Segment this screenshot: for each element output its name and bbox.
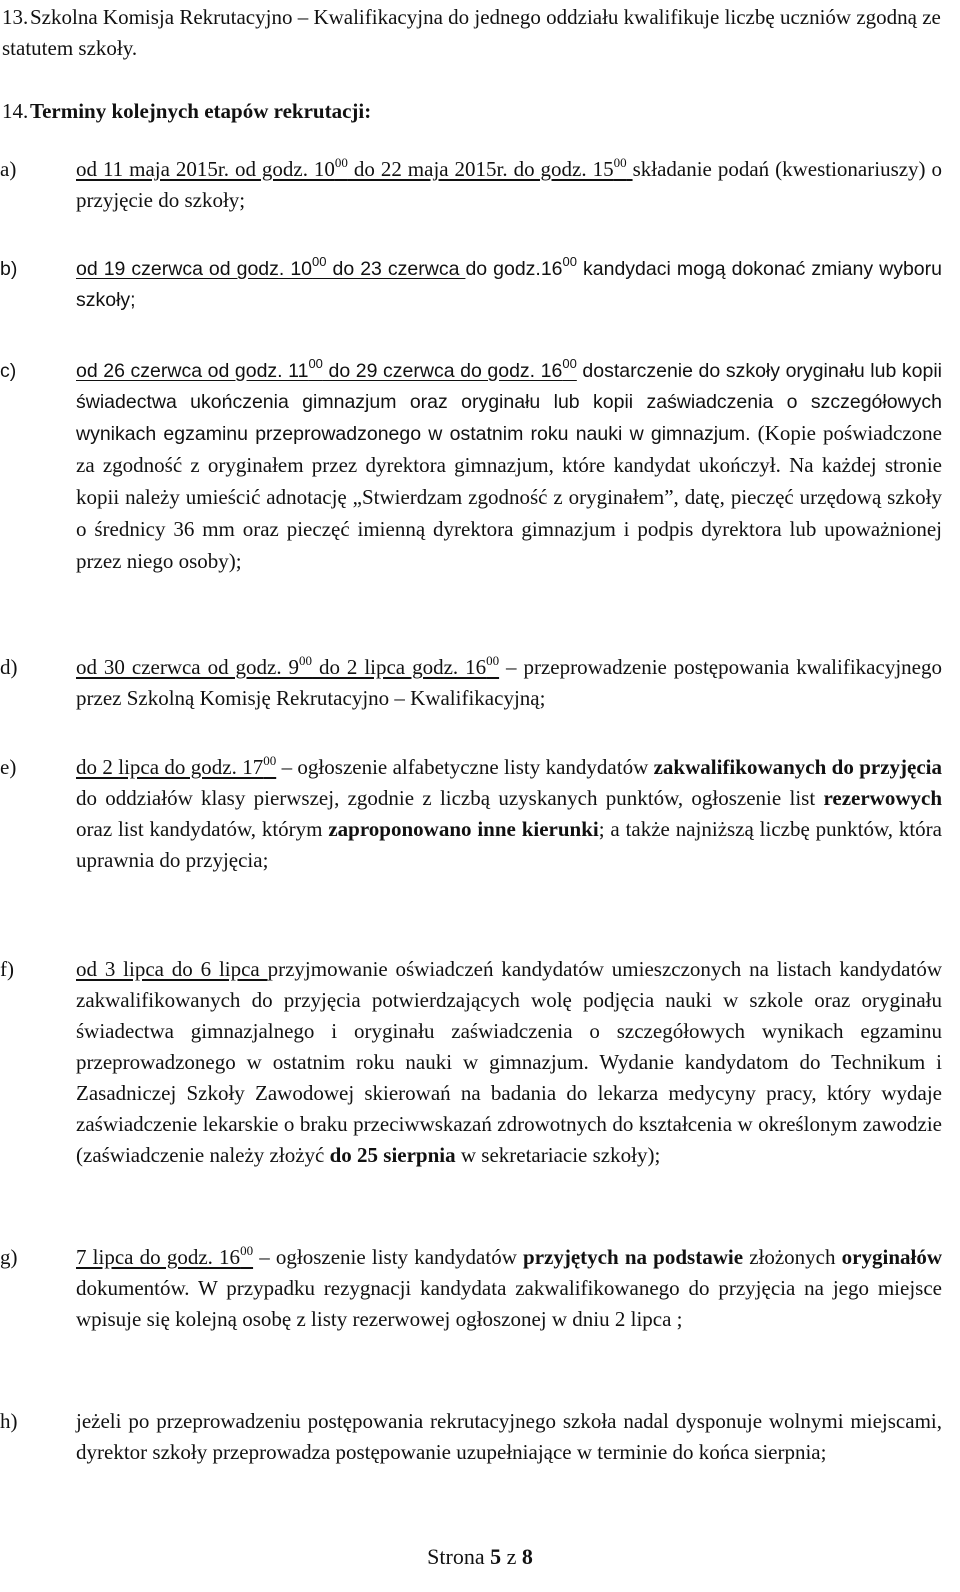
list-item-b bbox=[0, 254, 942, 316]
item-label: g) bbox=[0, 1245, 18, 1269]
item-text: od 26 czerwca od godz. $11^{00}$ do 29 czerwca do godz. $16^{00}$ dostarczenie do szkoły oryginału lub kopii świadectwa ukończenia gimnazjum oraz oryginału lub kopii zaświadczenia o szczegółowych wynikach egzaminu przeprowadzonego w ostatnim roku nauki w gimnazjum. (Kopie poświadczone za zgodność z oryginałem przez dyrektora gimnazjum, które kandydat ukończył. Na każdej stronie kopii należy umieścić adnotację „Stwierdzam zgodność z oryginałem”, datę, pieczęć urzędową szkoły o średnicy 36 mm oraz pieczęć imienną dyrektora gimnazjum i podpis dyrektora lub upoważnionej przez niego osoby); bbox=[76, 356, 942, 573]
date-range: od 3 lipca do 6 lipca bbox=[76, 957, 268, 981]
item-label: b) bbox=[0, 258, 18, 280]
item-label: e) bbox=[0, 755, 17, 779]
item-text: od 19 czerwca od godz. $10^{00}$ do 23 czerwca do $godz.16^{00}$ kandydaci mogą dokonać zmiany wyboru szkoły; bbox=[76, 254, 942, 311]
list-item-a bbox=[0, 154, 942, 216]
item-text: do 2 lipca do godz. $17^{00}$ – ogłoszenie alfabetyczne listy kandydatów zakwalifikowanych do przyjęcia do oddziałów klasy pierwszej, zgodnie z liczbą uzyskanych punktów, ogłoszenie list rezerwowych oraz list kandydatów, którym zaproponowano inne kierunki; a także najniższą liczbę punktów, która uprawnia do przyjęcia; bbox=[76, 753, 943, 872]
section-13 bbox=[2, 2, 942, 64]
item-text: jeżeli po przeprowadzeniu postępowania rekrutacyjnego szkoła nadal dysponuje wolnymi miejscami, dyrektor szkoły przeprowadza postępowanie uzupełniające w terminie do końca sierpnia; bbox=[76, 1409, 942, 1464]
section-text: Szkolna Komisja Rekrutacyjno – Kwalifikacyjna do jednego oddziału kwalifikuje liczbę uczniów zgodną ze statutem szkoły. bbox=[2, 5, 941, 60]
item-text: od 3 lipca do 6 lipca przyjmowanie oświadczeń kandydatów umieszczonych na listach kandydatów zakwalifikowanych do przyjęcia potwierdzających wolę podjęcia nauki w szkole oraz oryginału świadectwa gimnazjalnego i oryginału zaświadczenia o szczegółowych wynikach egzaminu przeprowadzonego w ostatnim roku nauki w gimnazjum. Wydanie kandydatom do Technikum i Zasadniczej Szkoły Zawodowej skierowań na badania do lekarza medycyny pracy, który wydaje zaświadczenie lekarskie o braku przeciwwskazań zdrowotnych do kształcenia w określonym zawodzie (zaświadczenie należy złożyć do 25 sierpnia w sekretariacie szkoły); bbox=[76, 957, 943, 1167]
list-item-f bbox=[0, 954, 942, 1171]
date-range: do 2 lipca do godz. $17^{00}$ bbox=[76, 753, 277, 779]
page-number: 5 bbox=[490, 1544, 502, 1569]
date-range: od 11 maja 2015r. od godz. $10^{00}$ do 22 maja 2015r. do godz. $15^{00}$ bbox=[76, 155, 627, 181]
item-text: od 11 maja 2015r. od godz. $10^{00}$ do 22 maja 2015r. do godz. $15^{00}$ składanie podań (kwestionariuszy) o przyjęcie do szkoły; bbox=[76, 155, 943, 212]
date-range: od 19 czerwca od godz. $10^{00}$ do 23 czerwca bbox=[76, 254, 466, 280]
footer-mid: z bbox=[501, 1544, 522, 1569]
item-text: od 30 czerwca od godz. $9^{00}$ do 2 lipca godz. $16^{00}$ – przeprowadzenie postępowania kwalifikacyjnego przez Szkolną Komisję Rekrutacyjno – Kwalifikacyjną; bbox=[76, 653, 942, 710]
page-total: 8 bbox=[521, 1544, 533, 1569]
item-label: f) bbox=[0, 957, 14, 981]
date-range: 7 lipca do godz. $16^{00}$ bbox=[76, 1243, 254, 1269]
section-14 bbox=[2, 96, 942, 127]
section-text: Terminy kolejnych etapów rekrutacji: bbox=[30, 99, 372, 123]
list-item-h bbox=[0, 1406, 942, 1468]
section-number: 13. bbox=[2, 5, 29, 29]
date-range: od 26 czerwca od godz. $11^{00}$ do 29 czerwca do godz. $16^{00}$ bbox=[76, 356, 577, 382]
list-item-g bbox=[0, 1242, 942, 1335]
list-item-e bbox=[0, 752, 942, 876]
item-text: 7 lipca do godz. $16^{00}$ – ogłoszenie listy kandydatów przyjętych na podstawie złożonych oryginałów dokumentów. W przypadku rezygnacji kandydata zakwalifikowanego do przyjęcia na jego miejsce wpisuje się kolejną osobę z listy rezerwowej ogłoszonej w dniu 2 lipca ; bbox=[76, 1243, 943, 1331]
item-label: c) bbox=[0, 360, 17, 382]
item-label: h) bbox=[0, 1409, 18, 1433]
item-label: a) bbox=[0, 157, 17, 181]
page-footer bbox=[0, 1542, 960, 1572]
item-label: d) bbox=[0, 655, 18, 679]
section-number: 14. bbox=[2, 99, 29, 123]
list-item-c bbox=[0, 356, 942, 578]
list-item-d bbox=[0, 652, 942, 714]
footer-prefix: Strona bbox=[427, 1544, 491, 1569]
date-range: od 30 czerwca od godz. $9^{00}$ do 2 lipca godz. $16^{00}$ bbox=[76, 653, 500, 679]
